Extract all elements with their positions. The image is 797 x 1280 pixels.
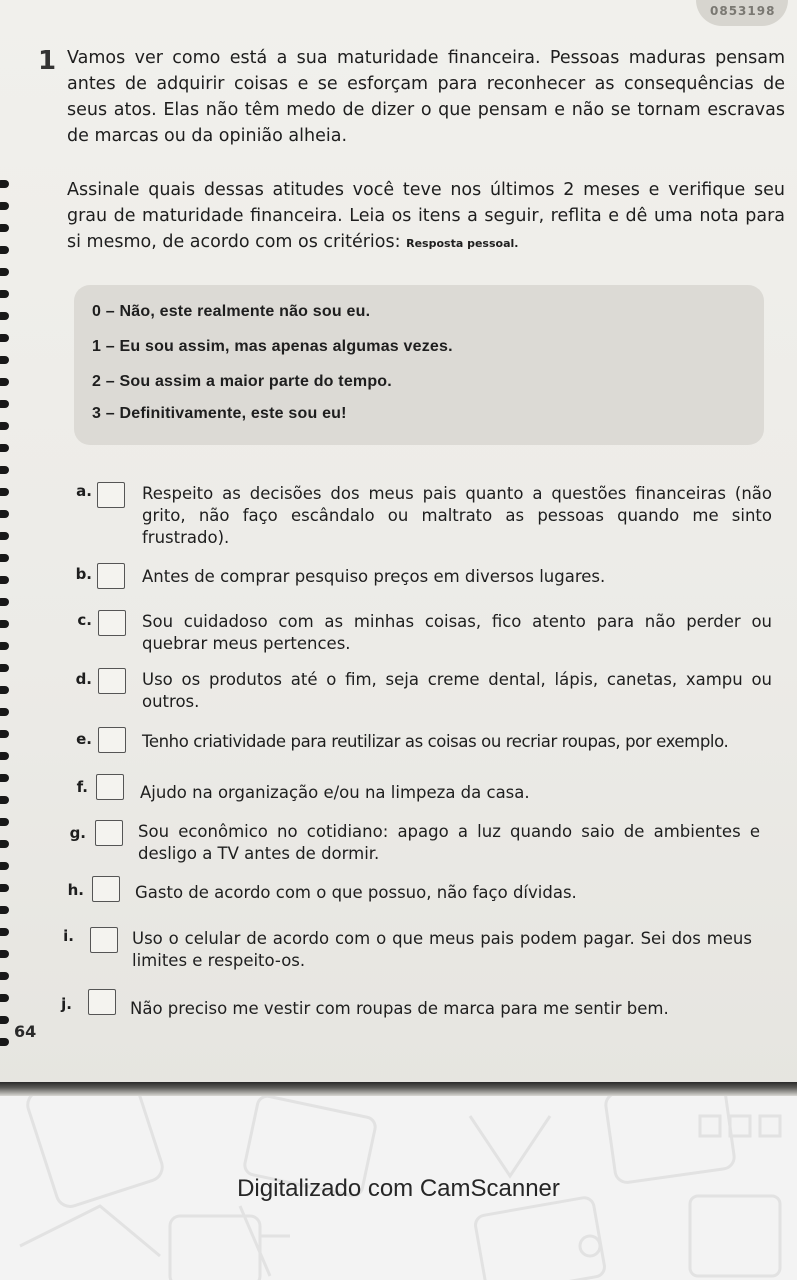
item-label: i. [63,927,74,945]
instruction-paragraph [67,177,785,257]
spiral-ring [0,598,9,606]
checkbox-e[interactable] [98,727,126,753]
item-label: f. [76,778,88,796]
item-text: Gasto de acordo com o que possuo, não faço dívidas. [135,883,577,902]
criteria-box [74,285,764,445]
spiral-ring [0,202,9,210]
spiral-ring [0,752,9,760]
spiral-ring [0,1016,9,1024]
spiral-ring [0,180,9,188]
item-text: Uso o celular de acordo com o que meus pais podem pagar. Sei dos meus limites e respeito-os. [132,929,752,970]
spiral-ring [0,730,9,738]
spiral-ring [0,334,9,342]
item-label: a. [76,482,92,500]
spiral-ring [0,1038,9,1046]
question-number: 1 [38,46,57,76]
item-label: d. [75,670,92,688]
spiral-ring [0,796,9,804]
checkbox-c[interactable] [98,610,126,636]
spiral-ring [0,510,9,518]
item-text: Tenho criatividade para reutilizar as coisas ou recriar roupas, por exemplo. [142,732,729,751]
instruction-text: Assinale quais dessas atitudes você teve nos últimos 2 meses e verifique seu grau de maturidade financeira. Leia os itens a seguir, reflita e dê uma nota para si mesmo, de acordo com os critérios: [67,180,785,252]
spiral-ring [0,554,9,562]
spiral-ring [0,972,9,980]
spiral-ring [0,664,9,672]
spiral-ring [0,576,9,584]
checkbox-h[interactable] [92,876,120,902]
item-label: b. [75,565,92,583]
header-stamp: 0853198 [696,0,788,26]
spiral-ring [0,532,9,540]
spiral-ring [0,906,9,914]
spiral-ring [0,774,9,782]
spiral-ring [0,268,9,276]
checkbox-b[interactable] [97,563,125,589]
item-label: j. [61,995,72,1013]
spiral-ring [0,444,9,452]
footer-text: Digitalizado com CamScanner [237,1175,560,1202]
checkbox-f[interactable] [96,774,124,800]
spiral-ring [0,928,9,936]
spiral-ring [0,686,9,694]
item-text: Sou econômico no cotidiano: apago a luz quando saio de ambientes e desligo a TV antes de dormir. [138,822,760,863]
spiral-ring [0,642,9,650]
spiral-binding [0,180,14,1060]
spiral-ring [0,620,9,628]
spiral-ring [0,422,9,430]
item-text: Sou cuidadoso com as minhas coisas, fico atento para não perder ou quebrar meus pertences. [142,612,772,653]
spiral-ring [0,994,9,1002]
criterion-2: 2 – Sou assim a maior parte do tempo. [92,373,392,390]
checkbox-d[interactable] [98,668,126,694]
spiral-ring [0,378,9,386]
item-text: Respeito as decisões dos meus pais quanto a questões financeiras (não grito, não faço escândalo ou maltrato as pessoas quando me sinto frustrado). [142,484,772,547]
spiral-ring [0,224,9,232]
item-text: Não preciso me vestir com roupas de marca para me sentir bem. [130,999,669,1018]
spiral-ring [0,818,9,826]
criterion-0: 0 – Não, este realmente não sou eu. [92,303,371,320]
item-label: g. [69,824,86,842]
item-text: Uso os produtos até o fim, seja creme dental, lápis, canetas, xampu ou outros. [142,670,772,711]
spiral-ring [0,246,9,254]
item-label: c. [77,611,92,629]
spiral-ring [0,708,9,716]
item-text: Antes de comprar pesquiso preços em diversos lugares. [142,567,606,586]
criterion-3: 3 – Definitivamente, este sou eu! [92,405,347,422]
intro-paragraph: Vamos ver como está a sua maturidade financeira. Pessoas maduras pensam antes de adquirir coisas e se esforçam para reconhecer as consequências de seus atos. Elas não têm medo de dizer o que pensam e não se tornam escravas de marcas ou da opinião alheia. [67,48,785,146]
spiral-ring [0,400,9,408]
spiral-ring [0,840,9,848]
spiral-ring [0,312,9,320]
checkbox-a[interactable] [97,482,125,508]
page-number: 64 [14,1022,37,1041]
checkbox-g[interactable] [95,820,123,846]
criterion-1: 1 – Eu sou assim, mas apenas algumas vezes. [92,338,453,355]
spiral-ring [0,290,9,298]
spiral-ring [0,862,9,870]
item-label: e. [76,730,92,748]
checkbox-i[interactable] [90,927,118,953]
page-edge-shadow [0,1082,797,1096]
spiral-ring [0,950,9,958]
item-label: h. [67,881,84,899]
checkbox-j[interactable] [88,989,116,1015]
spiral-ring [0,356,9,364]
item-text: Ajudo na organização e/ou na limpeza da casa. [140,783,530,802]
spiral-ring [0,466,9,474]
spiral-ring [0,488,9,496]
spiral-ring [0,884,9,892]
answer-note: Resposta pessoal. [406,237,519,250]
